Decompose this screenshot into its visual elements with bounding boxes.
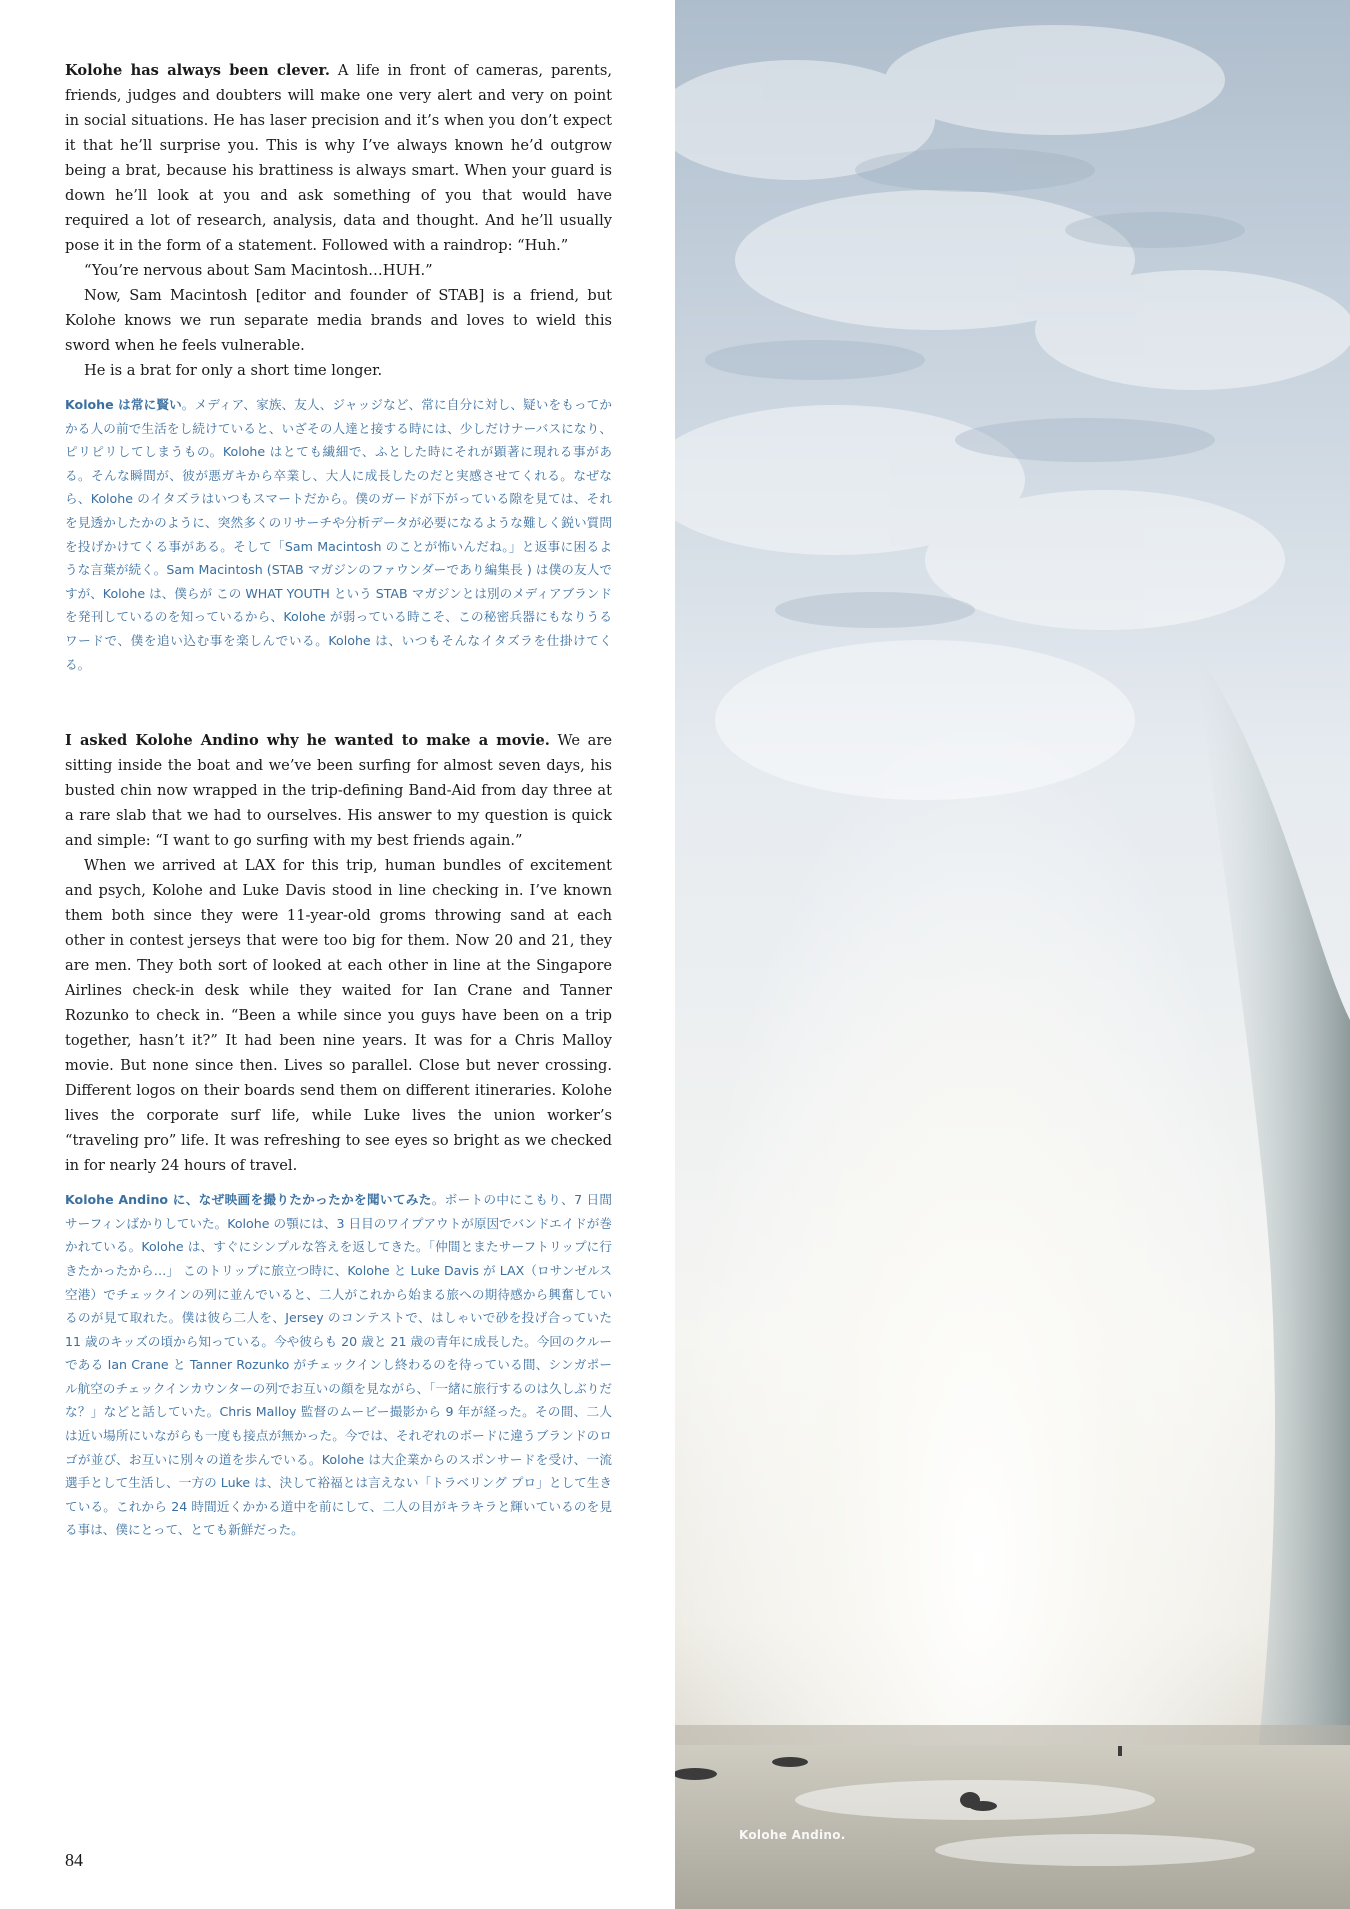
wave-photo-illustration — [675, 0, 1350, 1909]
section2-body: We are sitting inside the boat and we’ve been surfing for almost seven days, his busted chin now wrapped in the trip-defining Band-Aid from day three at a rare slab that we had to ourselves. His answer to my question is quick and simple: “I want to go surfing with my best friends again.” — [65, 732, 612, 850]
section2-japanese — [65, 1188, 612, 1542]
section2-ja-body: 。ボートの中にこもり、7 日間サーフィンばかりしていた。Kolohe の顎には、3 日目のワイプアウトが原因でバンドエイドが巻かれている。Kolohe は、すぐにシンプルな答えを返してきた。「仲間とまたサーフトリップに行きたかったから…」 このトリップに旅立つ時に、Kolohe と Luke Davis が LAX（ロサンゼルス空港）でチェックインの列に並んでいると、二人がこれから始まる旅への期待感から興奮しているのが見て取れた。僕は彼ら二人を、Jersey のコンテストで、はしゃいで砂を投げ合っていた 11 歳のキッズの頃から知っている。今や彼らも 20 歳と 21 歳の青年に成長した。今回のクルーである Ian Crane と Tanner Rozunko がチェックインし終わるのを待っている間、シンガポール航空のチェックインカウンターの列でお互いの顔を見ながら、「一緒に旅行するのは久しぶりだな？」などと話していた。Chris Malloy 監督のムービー撮影から 9 年が経った。その間、二人は近い場所にいながらも一度も接点が無かった。今では、それぞれのボードに違うブランドのロゴが並び、お互いに別々の道を歩んでいる。Kolohe は大企業からのスポンサードを受け、一流選手として生活し、一方の Luke は、決して裕福とは言えない「トラベリング プロ」として生きている。これから 24 時間近くかかる道中を前にして、二人の目がキラキラと輝いているのを見る事は、僕にとって、とても新鮮だった。 — [65, 1192, 612, 1538]
section2-lead: I asked Kolohe Andino why he wanted to make a movie. — [65, 732, 550, 750]
section2-paragraph-2: When we arrived at LAX for this trip, human bundles of excitement and psych, Kolohe and Luke Davis stood in line checking in. I’ve known them both since they were 11-year-old groms throwing sand at each other in contest jerseys that were too big for them. Now 20 and 21, they are men. They both sort of looked at each other in line at the Singapore Airlines check-in desk while they waited for Ian Crane and Tanner Rozunko to check in. “Been a while since you guys have been on a trip together, hasn’t it?” It had been nine years. It was for a Chris Malloy movie. But none since then. Lives so parallel. Close but never crossing. Different logos on their boards send them on different itineraries. Kolohe lives the corporate surf life, while Luke lives the union worker’s “traveling pro” life. It was refreshing to see eyes so bright as we checked in for nearly 24 hours of travel. — [65, 857, 612, 1175]
article-column — [65, 58, 612, 1542]
section2-english — [65, 728, 612, 1178]
section1-ja-body: 。メディア、家族、友人、ジャッジなど、常に自分に対し、疑いをもってかかる人の前で生活をし続けていると、いざその人達と接する時には、少しだけナーバスになり、ピリピリしてしまうもの。Kolohe はとても繊細で、ふとした時にそれが顕著に現れる事がある。そんな瞬間が、彼が悪ガキから卒業し、大人に成長したのだと実感させてくれる。なぜなら、Kolohe のイタズラはいつもスマートだから。僕のガードが下がっている隙を見ては、それを見透かしたかのように、突然多くのリサーチや分析データが必要になるような難しく鋭い質問を投げかけてくる事がある。そして「Sam Macintosh のことが怖いんだね。」と返事に困るような言葉が続く。Sam Macintosh (STAB マガジンのファウンダーであり編集長 ) は僕の友人ですが、Kolohe は、僕らが この WHAT YOUTH という STAB マガジンとは別のメディアブランドを発刊しているのを知っているから、Kolohe が弱っている時こそ、この秘密兵器にもなりうるワードで、僕を追い込む事を楽しんでいる。Kolohe は、いつもそんなイタズラを仕掛けてくる。 — [65, 397, 612, 672]
section1-paragraph-3: Now, Sam Macintosh [editor and founder of STAB] is a friend, but Kolohe knows we run separate media brands and loves to wield this sword when he feels vulnerable. — [65, 287, 612, 354]
section1-paragraph-1 — [65, 58, 612, 258]
section1-lead: Kolohe has always been clever. — [65, 62, 330, 79]
section1-japanese — [65, 393, 612, 676]
section1-ja-lead: Kolohe は常に賢い — [65, 397, 182, 412]
section2-ja-lead: Kolohe Andino に、なぜ映画を撮りたかったかを聞いてみた — [65, 1192, 432, 1208]
section1-paragraph-4: He is a brat for only a short time longer. — [83, 362, 383, 379]
page-number: 84 — [65, 1850, 83, 1870]
section1-english — [65, 58, 612, 383]
section2-paragraph-1 — [65, 728, 612, 853]
section1-body: A life in front of cameras, parents, friends, judges and doubters will make one very alert and very on point in social situations. He has laser precision and it’s when you don’t expect it that he’ll surprise you. This is why I’ve always known he’d outgrow being a brat, because his brattiness is always smart. When your guard is down he’ll look at you and ask something of you that would have required a lot of research, analysis, data and thought. And he’ll usually pose it in the form of a statement. Followed with a raindrop: “Huh.” — [65, 62, 612, 254]
section1-paragraph-2: “You’re nervous about Sam Macintosh…HUH.” — [83, 262, 433, 279]
photo-caption: Kolohe Andino. — [739, 1828, 846, 1842]
surf-photo — [675, 0, 1350, 1909]
